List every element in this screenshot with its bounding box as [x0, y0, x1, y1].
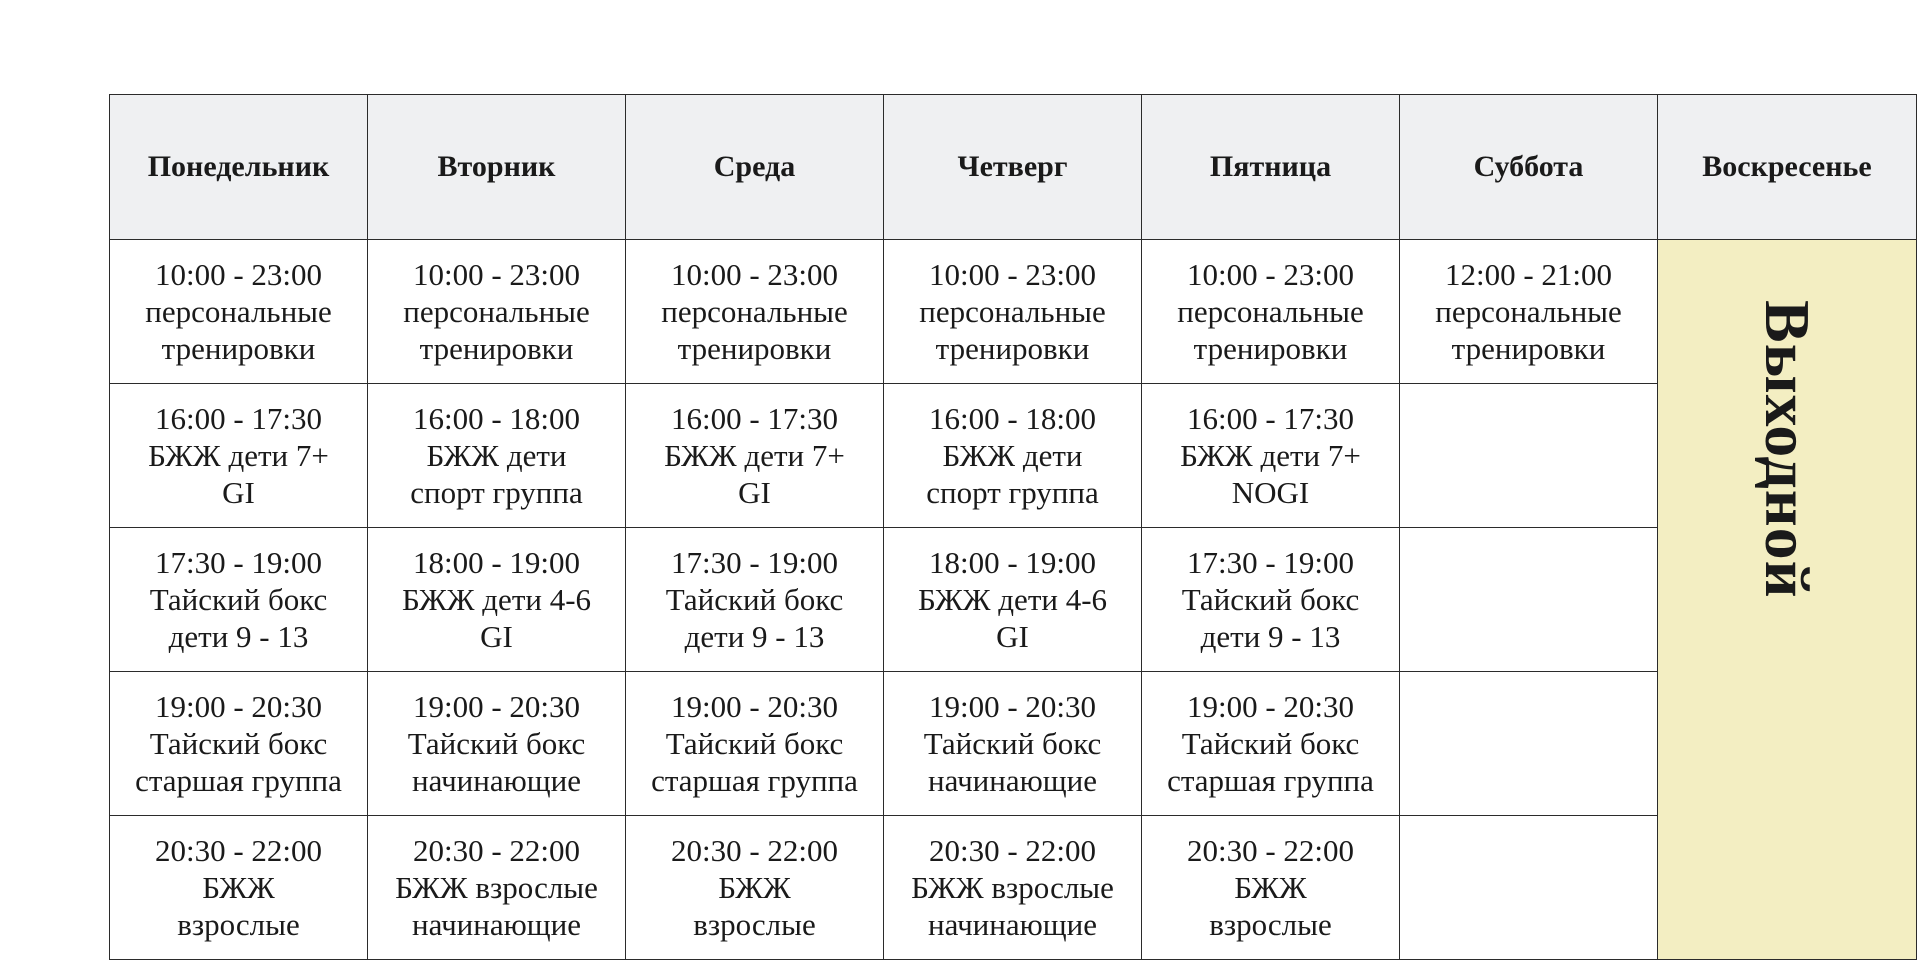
class-description: начинающие	[927, 907, 1098, 942]
class-cell	[368, 240, 626, 384]
class-description: Тайский бокс	[407, 726, 586, 761]
table-row	[110, 240, 1917, 384]
day-header: Суббота	[1400, 95, 1658, 240]
class-cell	[626, 384, 884, 528]
day-header: Понедельник	[110, 95, 368, 240]
class-description: персональные	[919, 294, 1106, 329]
class-cell	[1142, 384, 1400, 528]
table-row	[110, 528, 1917, 672]
class-description: персональные	[1435, 294, 1622, 329]
schedule-body	[110, 240, 1917, 960]
class-time: 18:00 - 19:00	[928, 545, 1097, 580]
class-cell	[884, 528, 1142, 672]
class-description: взрослые	[177, 907, 300, 942]
class-time: 16:00 - 18:00	[412, 401, 581, 436]
table-row	[110, 672, 1917, 816]
class-cell	[1142, 816, 1400, 960]
class-time: 16:00 - 17:30	[1186, 401, 1355, 436]
table-row	[110, 384, 1917, 528]
class-description: БЖЖ дети 7+	[664, 438, 845, 473]
class-time: 19:00 - 20:30	[412, 689, 581, 724]
class-description: спорт группа	[926, 475, 1099, 510]
class-description: тренировки	[1451, 331, 1606, 366]
empty-cell	[1400, 384, 1658, 528]
class-time: 17:30 - 19:00	[154, 545, 323, 580]
class-cell	[626, 240, 884, 384]
class-time: 10:00 - 23:00	[670, 257, 839, 292]
class-time: 20:30 - 22:00	[154, 833, 323, 868]
class-cell	[884, 672, 1142, 816]
class-description: начинающие	[927, 763, 1098, 798]
class-description: GI	[222, 475, 255, 510]
class-description: Тайский бокс	[1181, 582, 1360, 617]
class-cell	[110, 240, 368, 384]
class-description: Тайский бокс	[923, 726, 1102, 761]
class-cell	[368, 816, 626, 960]
class-description: БЖЖ	[718, 870, 791, 905]
class-time: 16:00 - 18:00	[928, 401, 1097, 436]
day-header: Пятница	[1142, 95, 1400, 240]
class-description: тренировки	[1193, 331, 1348, 366]
class-time: 19:00 - 20:30	[670, 689, 839, 724]
class-description: спорт группа	[410, 475, 583, 510]
day-header: Воскресенье	[1658, 95, 1917, 240]
class-cell	[368, 384, 626, 528]
class-description: взрослые	[693, 907, 816, 942]
class-description: БЖЖ дети 4-6	[401, 582, 592, 617]
class-description: БЖЖ взрослые	[395, 870, 598, 905]
class-cell	[1400, 240, 1658, 384]
class-cell	[626, 672, 884, 816]
class-time: 18:00 - 19:00	[412, 545, 581, 580]
class-cell	[1142, 672, 1400, 816]
class-description: тренировки	[935, 331, 1090, 366]
class-time: 19:00 - 20:30	[1186, 689, 1355, 724]
sunday-dayoff-cell	[1658, 240, 1917, 960]
class-cell	[368, 672, 626, 816]
class-time: 19:00 - 20:30	[154, 689, 323, 724]
class-cell	[1142, 528, 1400, 672]
class-description: NOGI	[1231, 475, 1310, 510]
class-description: БЖЖ дети 7+	[1180, 438, 1361, 473]
empty-cell	[1400, 816, 1658, 960]
schedule-header	[110, 95, 1917, 240]
class-time: 20:30 - 22:00	[928, 833, 1097, 868]
class-description: персональные	[1177, 294, 1364, 329]
class-description: БЖЖ	[1234, 870, 1307, 905]
class-description: Тайский бокс	[149, 582, 328, 617]
table-row	[110, 816, 1917, 960]
class-description: GI	[996, 619, 1029, 654]
class-time: 10:00 - 23:00	[412, 257, 581, 292]
class-description: начинающие	[411, 763, 582, 798]
class-time: 10:00 - 23:00	[1186, 257, 1355, 292]
empty-cell	[1400, 528, 1658, 672]
class-cell	[368, 528, 626, 672]
day-header: Вторник	[368, 95, 626, 240]
class-description: БЖЖ дети	[942, 438, 1083, 473]
class-description: БЖЖ	[202, 870, 275, 905]
class-cell	[110, 816, 368, 960]
class-description: Тайский бокс	[1181, 726, 1360, 761]
class-description: тренировки	[677, 331, 832, 366]
header-row	[110, 95, 1917, 240]
class-cell	[884, 816, 1142, 960]
class-description: персональные	[403, 294, 590, 329]
class-description: персональные	[145, 294, 332, 329]
class-time: 16:00 - 17:30	[154, 401, 323, 436]
class-description: тренировки	[161, 331, 316, 366]
class-time: 17:30 - 19:00	[670, 545, 839, 580]
class-description: старшая группа	[1167, 763, 1374, 798]
class-description: GI	[738, 475, 771, 510]
class-description: Тайский бокс	[149, 726, 328, 761]
class-cell	[626, 528, 884, 672]
class-time: 20:30 - 22:00	[1186, 833, 1355, 868]
class-time: 20:30 - 22:00	[412, 833, 581, 868]
class-cell	[110, 528, 368, 672]
class-description: БЖЖ дети 7+	[148, 438, 329, 473]
class-description: Тайский бокс	[665, 726, 844, 761]
class-description: дети 9 - 13	[684, 619, 825, 654]
class-cell	[1142, 240, 1400, 384]
class-description: Тайский бокс	[665, 582, 844, 617]
class-description: тренировки	[419, 331, 574, 366]
class-cell	[884, 240, 1142, 384]
class-description: старшая группа	[135, 763, 342, 798]
class-description: дети 9 - 13	[1200, 619, 1341, 654]
class-time: 19:00 - 20:30	[928, 689, 1097, 724]
class-cell	[110, 384, 368, 528]
class-description: персональные	[661, 294, 848, 329]
class-time: 20:30 - 22:00	[670, 833, 839, 868]
day-header: Среда	[626, 95, 884, 240]
class-cell	[110, 672, 368, 816]
class-description: БЖЖ взрослые	[911, 870, 1114, 905]
class-description: дети 9 - 13	[168, 619, 309, 654]
class-time: 10:00 - 23:00	[154, 257, 323, 292]
class-time: 12:00 - 21:00	[1444, 257, 1613, 292]
empty-cell	[1400, 672, 1658, 816]
class-time: 16:00 - 17:30	[670, 401, 839, 436]
class-description: старшая группа	[651, 763, 858, 798]
dayoff-label: Выходной	[1752, 300, 1823, 599]
day-header: Четверг	[884, 95, 1142, 240]
class-description: БЖЖ дети	[426, 438, 567, 473]
class-description: начинающие	[411, 907, 582, 942]
class-cell	[626, 816, 884, 960]
class-description: взрослые	[1209, 907, 1332, 942]
class-time: 17:30 - 19:00	[1186, 545, 1355, 580]
schedule-table	[109, 94, 1917, 960]
class-description: БЖЖ дети 4-6	[917, 582, 1108, 617]
class-cell	[884, 384, 1142, 528]
class-time: 10:00 - 23:00	[928, 257, 1097, 292]
class-description: GI	[480, 619, 513, 654]
